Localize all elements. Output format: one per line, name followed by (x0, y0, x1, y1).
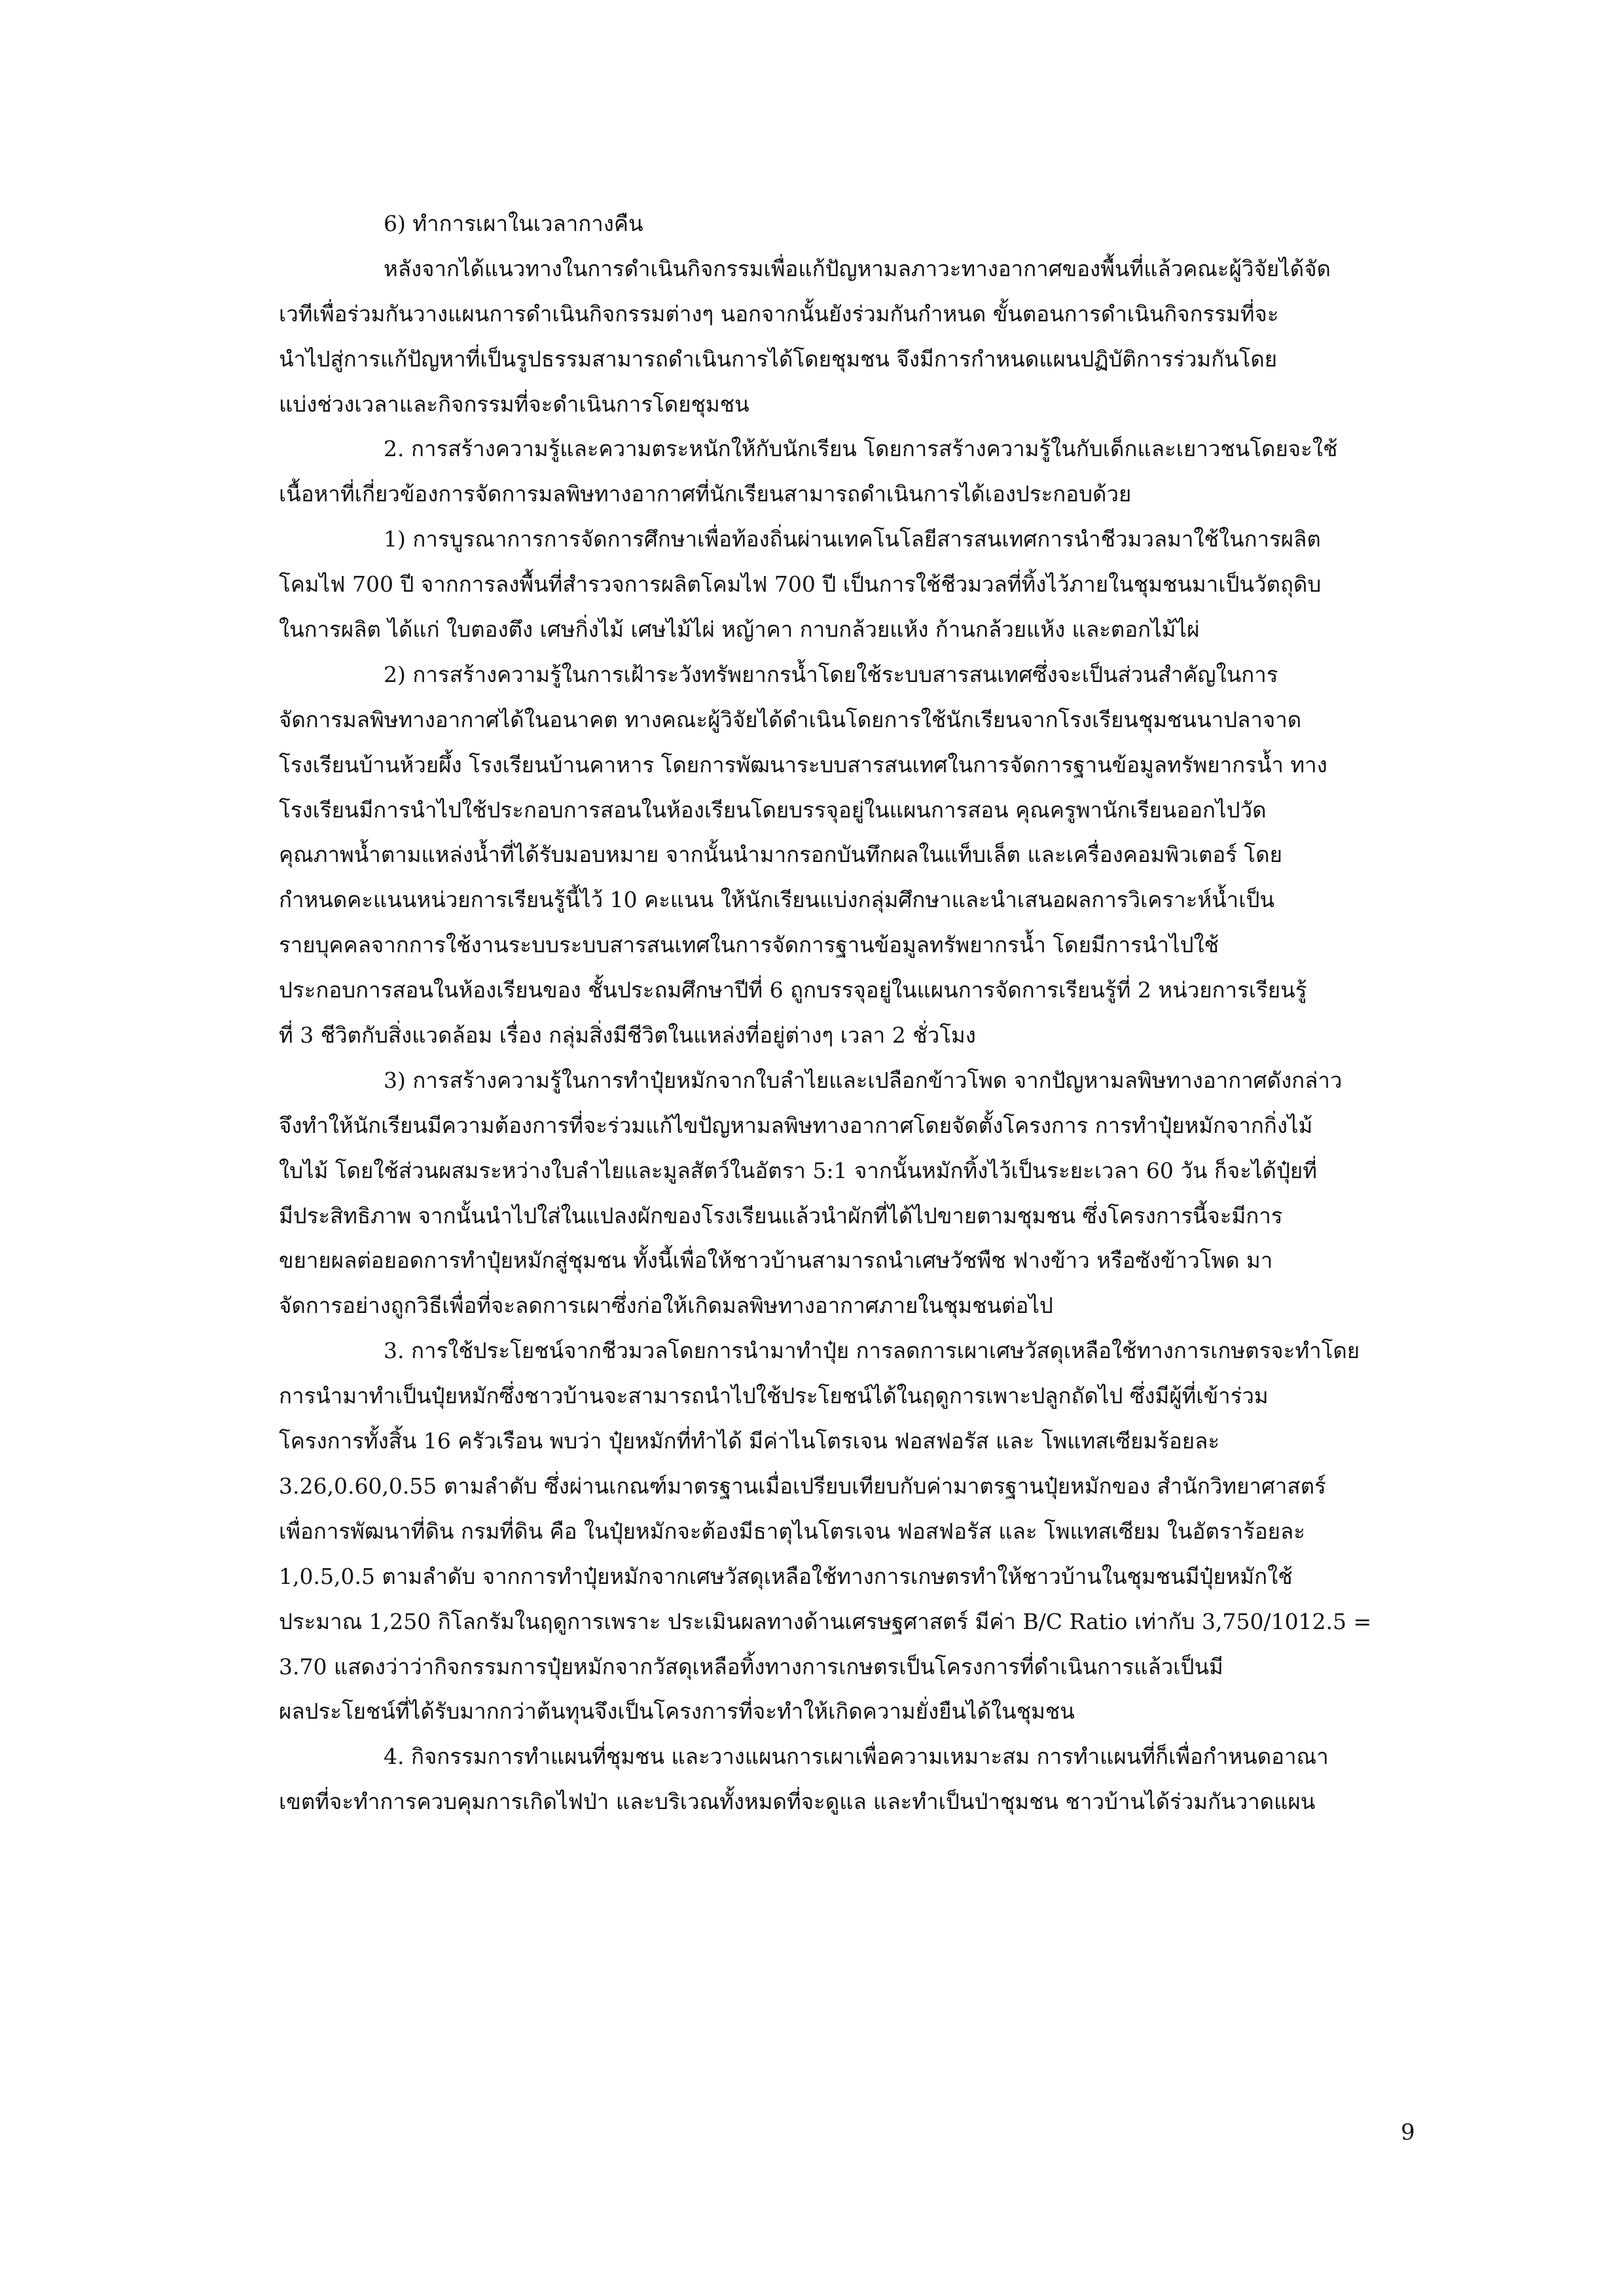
text-line: จัดการมลพิษทางอากาศได้ในอนาคต ทางคณะผู้วิจัยได้ดำเนินโดยการใช้นักเรียนจากโรงเรียนชุมชนนาปลาจาด (279, 706, 1302, 732)
text-line: คุณภาพน้ำตามแหล่งน้ำที่ได้รับมอบหมาย จากนั้นนำมากรอกบันทึกผลในแท็บเล็ต และเครื่องคอมพิวเตอร์ โดย (279, 842, 1282, 868)
text-line: เวทีเพื่อร่วมกันวางแผนการดำเนินกิจกรรมต่างๆ นอกจากนั้นยังร่วมกันกำหนด ขั้นตอนการดำเนินกิจกรรมที่จะ (279, 300, 1279, 327)
text-line: รายบุคคลจากการใช้งานระบบระบบสารสนเทศในการจัดการฐานข้อมูลทรัพยากรน้ำ โดยมีการนำไปใช้ (279, 932, 1219, 958)
text-line: 1) การบูรณาการการจัดการศึกษาเพื่อท้องถิ่นผ่านเทคโนโลยีสารสนเทศการนำชีวมวลมาใช้ในการผลิต (384, 526, 1321, 552)
text-line: 6) ทำการเผาในเวลากางคืน (384, 211, 643, 236)
text-line: ในการผลิต ได้แก่ ใบตองตึง เศษกิ่งไม้ เศษไม้ไผ่ หญ้าคา กาบกล้วยแห้ง ก้านกล้วยแห้ง และตอกไม้ไผ่ (279, 617, 1200, 643)
text-line: โรงเรียนบ้านห้วยผึ้ง โรงเรียนบ้านคาหาร โดยการพัฒนาระบบสารสนเทศในการจัดการฐานข้อมูลทรัพยากรน้ำ ทาง (279, 751, 1327, 778)
text-line: โรงเรียนมีการนำไปใช้ประกอบการสอนในห้องเรียนโดยบรรจุอยู่ในแผนการสอน คุณครูพานักเรียนออกไปวัด (279, 797, 1267, 823)
text-line: จึงทำให้นักเรียนมีความต้องการที่จะร่วมแก้ไขปัญหามลพิษทางอากาศโดยจัดตั้งโครงการ การทำปุ๋ยหมักจากกิ่งไม้ (279, 1112, 1313, 1138)
text-line: มีประสิทธิภาพ จากนั้นนำไปใส่ในแปลงผักของโรงเรียนแล้วนำผักที่ได้ไปขายตามชุมชน ซึ่งโครงการนี้จะมีการ (279, 1202, 1283, 1229)
text-line: 3.26,0.60,0.55 ตามลำดับ ซึ่งผ่านเกณฑ์มาตรฐานเมื่อเปรียบเทียบกับค่ามาตรฐานปุ๋ยหมักของ สำนักวิทยาศาสตร์ (279, 1473, 1326, 1499)
text-line: การนำมาทำเป็นปุ๋ยหมักซึ่งชาวบ้านจะสามารถนำไปใช้ประโยชน์ได้ในฤดูการเพาะปลูกถัดไป ซึ่งมีผู้ที่เข้าร่วม (279, 1383, 1269, 1409)
text-line: 4. กิจกรรมการทำแผนที่ชุมชน และวางแผนการเผาเพื่อความเหมาะสม การทำแผนที่ก็เพื่อกำหนดอาณา (384, 1744, 1329, 1770)
text-line: 3) การสร้างความรู้ในการทำปุ๋ยหมักจากใบลำไยและเปลือกข้าวโพด จากปัญหามลพิษทางอากาศดังกล่าว (384, 1067, 1343, 1093)
text-line: 3. การใช้ประโยชน์จากชีวมวลโดยการนำมาทำปุ๋ย การลดการเผาเศษวัสดุเหลือใช้ทางการเกษตรจะทำโดย (384, 1338, 1360, 1364)
text-line: โคมไฟ 700 ปี จากการลงพื้นที่สำรวจการผลิตโคมไฟ 700 ปี เป็นการใช้ชีวมวลที่ทิ้งไว้ภายในชุมชนมาเป็นวัตถุดิบ (279, 571, 1322, 598)
text-line: 1,0.5,0.5 ตามลำดับ จากการทำปุ๋ยหมักจากเศษวัสดุเหลือใช้ทางการเกษตรทำให้ชาวบ้านในชุมชนมีปุ๋ยหมักใช้ (279, 1563, 1293, 1589)
text-line: ผลประโยชน์ที่ได้รับมากกว่าต้นทุนจึงเป็นโครงการที่จะทำให้เกิดความยั่งยืนได้ในชุมชน (279, 1698, 1075, 1725)
text-line: จัดการอย่างถูกวิธีเพื่อที่จะลดการเผาซึ่งก่อให้เกิดมลพิษทางอากาศภายในชุมชนต่อไป (279, 1293, 1053, 1319)
text-line: ขยายผลต่อยอดการทำปุ๋ยหมักสู่ชุมชน ทั้งนี้เพื่อให้ชาวบ้านสามารถนำเศษวัชพืช ฟางข้าว หรือซังข้าวโพด มา (279, 1247, 1273, 1274)
page-number: 9 (1401, 2119, 1415, 2145)
text-line: เขตที่จะทำการควบคุมการเกิดไฟป่า และบริเวณทั้งหมดที่จะดูแล และทำเป็นป่าชุมชน ชาวบ้านได้ร่วมกันวาดแผน (279, 1789, 1316, 1815)
text-line: ประกอบการสอนในห้องเรียนของ ชั้นประถมศึกษาปีที่ 6 ถูกบรรจุอยู่ในแผนการจัดการเรียนรู้ที่ 2 หน่วยการเรียนรู้ (279, 977, 1307, 1003)
text-line: โครงการทั้งสิ้น 16 ครัวเรือน พบว่า ปุ๋ยหมักที่ทำได้ มีค่าไนโตรเจน ฟอสฟอรัส และ โพแทสเซียมร้อยละ (279, 1428, 1220, 1454)
text-line: เนื้อหาที่เกี่ยวข้องการจัดการมลพิษทางอากาศที่นักเรียนสามารถดำเนินการได้เองประกอบด้วย (279, 481, 1132, 507)
text-line: 2. การสร้างความรู้และความตระหนักให้กับนักเรียน โดยการสร้างความรู้ในกับเด็กและเยาวชนโดยจะใช้ (384, 436, 1338, 462)
text-line: ที่ 3 ชีวิตกับสิ่งแวดล้อม เรื่อง กลุ่มสิ่งมีชีวิตในแหล่งที่อยู่ต่างๆ เวลา 2 ชั่วโมง (279, 1022, 976, 1049)
text-line: ใบไม้ โดยใช้ส่วนผสมระหว่างใบลำไยและมูลสัตว์ในอัตรา 5:1 จากนั้นหมักทิ้งไว้เป็นระยะเวลา 60 วัน ก็จะได้ปุ๋ยที่ (279, 1157, 1317, 1183)
text-line: นำไปสู่การแก้ปัญหาที่เป็นรูปธรรมสามารถดำเนินการได้โดยชุมชน จึงมีการกำหนดแผนปฏิบัติการร่วมกันโดย (279, 346, 1278, 372)
text-line: ประมาณ 1,250 กิโลกรัมในฤดูการเพราะ ประเมินผลทางด้านเศรษฐศาสตร์ มีค่า B/C Ratio เท่ากับ 3,750/1012.5 = (279, 1608, 1372, 1634)
text-line: กำหนดคะแนนหน่วยการเรียนรู้นี้ไว้ 10 คะแนน ให้นักเรียนแบ่งกลุ่มศึกษาและนำเสนอผลการวิเคราะห์น้ำเป็น (279, 887, 1274, 913)
text-line: 2) การสร้างความรู้ในการเฝ้าระวังทรัพยากรน้ำโดยใช้ระบบสารสนเทศซึ่งจะเป็นส่วนสำคัญในการ (384, 661, 1278, 687)
text-line: แบ่งช่วงเวลาและกิจกรรมที่จะดำเนินการโดยชุมชน (279, 391, 749, 417)
text-line: เพื่อการพัฒนาที่ดิน กรมที่ดิน คือ ในปุ๋ยหมักจะต้องมีธาตุไนโตรเจน ฟอสฟอรัส และ โพแทสเซียม ในอัตราร้อยละ (279, 1518, 1305, 1544)
text-line: หลังจากได้แนวทางในการดำเนินกิจกรรมเพื่อแก้ปัญหามลภาวะทางอากาศของพื้นที่แล้วคณะผู้วิจัยได้จัด (384, 255, 1331, 281)
text-line: 3.70 แสดงว่าว่ากิจกรรมการปุ๋ยหมักจากวัสดุเหลือทิ้งทางการเกษตรเป็นโครงการที่ดำเนินการแล้วเป็นมี (279, 1653, 1223, 1679)
body-text (279, 202, 1431, 1825)
